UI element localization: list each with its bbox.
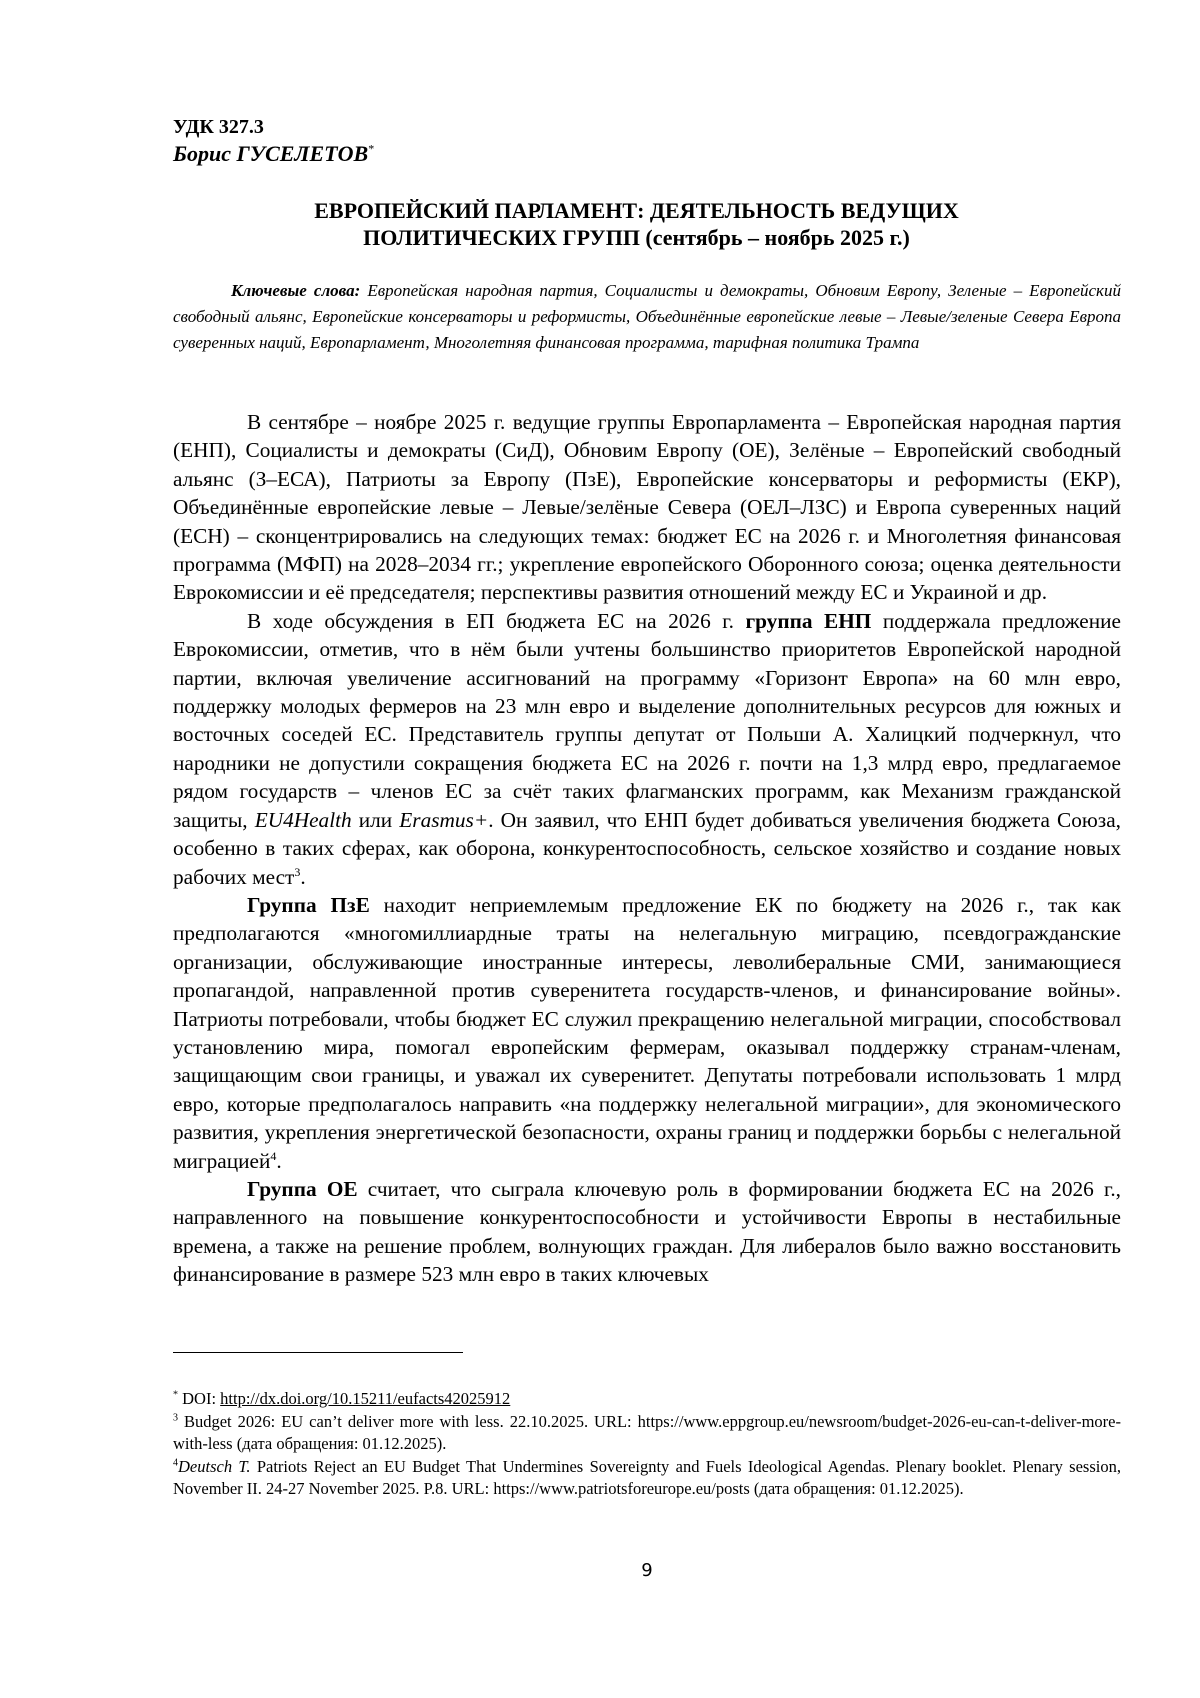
footnote-ref-3[interactable]: 3	[294, 864, 301, 879]
footnote-3-text: Budget 2026: EU can’t deliver more with less. 22.10.2025. URL: https://www.eppgroup.eu/newsroom/budget-2026-eu-can-t-deliver-more-with-less (дата обращения: 01.12.2025).	[173, 1411, 1121, 1453]
footnote-4-author: Deutsch T.	[178, 1456, 251, 1476]
udk-code: УДК 327.3	[173, 116, 264, 138]
page-number: 9	[641, 1560, 653, 1581]
doi-link[interactable]: http://dx.doi.org/10.15211/eufacts42025912	[220, 1389, 511, 1408]
paragraph-4	[173, 1175, 1121, 1289]
paragraph-3	[173, 891, 1121, 1175]
keywords	[173, 278, 1121, 356]
title-line-2: ПОЛИТИЧЕСКИХ ГРУПП (сентябрь – ноябрь 2025 г.)	[363, 225, 910, 250]
keywords-text: Европейская народная партия, Социалисты и демократы, Обновим Европу, Зеленые – Европейский свободный альянс, Европейские консерваторы и реформисты, Объединённые европейские левые – Левые/зеленые Севера Европа суверенных наций, Европарламент, Многолетняя финансовая программа, тарифная политика Трампа	[173, 281, 1121, 352]
author-text: Борис ГУСЕЛЕТОВ	[173, 141, 369, 166]
footnote-ref-4[interactable]: 4	[270, 1148, 277, 1163]
p2-text-mid: поддержала предложение Еврокомиссии, отметив, что в нём были учтены большинство приоритетов Европейской народной партии, включая увеличение ассигнований на программу «Горизонт Европа» на 60 млн евро, поддержку молодых фермеров на 23 млн евро и выделение дополнительных ресурсов для южных и восточных соседей ЕС. Представитель группы депутат от Польши А. Халицкий подчеркнул, что народники не допустили сокращения бюджета ЕС на 2026 г. почти на 1,3 млрд евро, предлагаемое рядом государств – членов ЕС за счёт таких флагманских программ, как Механизм гражданской защиты,	[173, 608, 1122, 832]
footnote-4	[173, 1456, 1121, 1501]
p2-dot: .	[300, 864, 306, 889]
p3-dot: .	[276, 1148, 282, 1173]
p4-text: считает, что сыграла ключевую роль в формировании бюджета ЕС на 2026 г., направленного на повышение конкурентоспособности и устойчивости Европы в нестабильные времена, а также на решение проблем, волнующих граждан. Для либералов было важно восстановить финансирование в размере 523 млн евро в таких ключевых	[173, 1176, 1121, 1287]
p2-eu4health: EU4Health	[254, 807, 352, 832]
footnote-doi	[173, 1388, 1121, 1411]
doi-mark: *	[173, 1389, 178, 1401]
doi-label: DOI:	[178, 1389, 221, 1408]
paragraph-2	[173, 607, 1121, 891]
article-body	[173, 408, 1121, 1289]
p2-text-end: . Он заявил, что ЕНП будет добиваться увеличения бюджета Союза, особенно в таких сферах, как оборона, конкурентоспособность, сельское хозяйство и создание новых рабочих мест	[173, 807, 1121, 889]
paragraph-1: В сентябре – ноябре 2025 г. ведущие группы Европарламента – Европейская народная партия (ЕНП), Социалисты и демократы (СиД), Обновим Европу (ОЕ), Зелёные – Европейский свободный альянс (З–ЕСА), Патриоты за Европу (ПзЕ), Европейские консерваторы и реформисты (ЕКР), Объединённые европейские левые – Левые/зелёные Севера (ОЕЛ–ЛЗС) и Европа суверенных наций (ЕСН) – сконцентрировались на следующих темах: бюджет ЕС на 2026 г. и Многолетняя финансовая программа (МФП) на 2028–2034 гг.; укрепление европейского Оборонного союза; оценка деятельности Еврокомиссии и её председателя; перспективы развития отношений между ЕС и Украиной и др.	[173, 410, 1121, 605]
title-line-1: ЕВРОПЕЙСКИЙ ПАРЛАМЕНТ: ДЕЯТЕЛЬНОСТЬ ВЕДУЩИХ	[314, 198, 959, 223]
footnote-3	[173, 1411, 1121, 1456]
p2-or: или	[351, 807, 400, 832]
p2-text-start: В ходе обсуждения в ЕП бюджета ЕС на 2026 г.	[247, 608, 746, 633]
p3-text: находит неприемлемым предложение ЕК по бюджету на 2026 г., так как предполагаются «многомиллиардные траты на нелегальную миграцию, псевдогражданские организации, обслуживающие иностранные интересы, леволиберальные СМИ, занимающиеся пропагандой, направленной против суверенитета государств-членов, и финансирование войны». Патриоты потребовали, чтобы бюджет ЕС служил прекращению нелегальной миграции, способствовал установлению мира, помогал европейским фермерам, оказывал поддержку странам-членам, защищающим свои границы, и уважал их суверенитет. Депутаты потребовали использовать 1 млрд евро, которые предполагалось направить «на поддержку нелегальной миграции», для экономического развития, укрепления энергетической безопасности, охраны границ и поддержки борьбы с нелегальной миграцией	[173, 892, 1122, 1173]
article-title	[173, 197, 1100, 251]
footnote-4-text: Patriots Reject an EU Budget That Undermines Sovereignty and Fuels Ideological Agendas. Plenary booklet. Plenary session, November II. 24-27 November 2025. P.8. URL: https://www.patriotsforeurope.eu/posts (дата обращения: 01.12.2025).	[173, 1456, 1121, 1498]
footnote-3-mark: 3	[173, 1412, 178, 1423]
footnote-separator	[173, 1352, 463, 1353]
footnotes	[173, 1388, 1121, 1501]
p2-erasmus: Erasmus+	[399, 807, 489, 832]
keywords-label: Ключевые слова:	[231, 281, 361, 300]
p2-group-epp: группа ЕНП	[745, 608, 872, 633]
author-footnote-mark: *	[368, 141, 375, 156]
footnote-4-mark: 4	[173, 1457, 178, 1468]
author-name	[173, 141, 374, 167]
p3-group-pfe: Группа ПзЕ	[247, 892, 370, 917]
p4-group-renew: Группа ОЕ	[247, 1176, 358, 1201]
